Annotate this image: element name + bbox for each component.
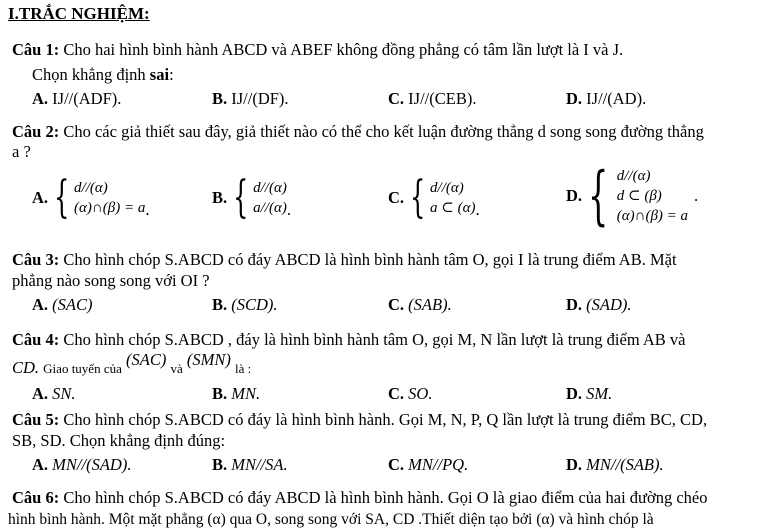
option-d[interactable]: D. SM. xyxy=(566,384,613,403)
question-2 xyxy=(12,122,755,142)
question-2-cont: a ? xyxy=(12,142,31,161)
question-label: Câu 4: xyxy=(12,330,60,349)
option-c[interactable]: C. IJ//(CEB). xyxy=(388,89,477,108)
question-5-cont: SB, SD. Chọn khẳng định đúng: xyxy=(12,431,226,450)
question-label: Câu 6: xyxy=(12,488,60,507)
question-6 xyxy=(12,488,755,508)
option-c[interactable]: C. { d//(α) a ⊂ (α) . xyxy=(388,172,480,223)
option-c[interactable]: C. (SAB). xyxy=(388,295,452,314)
question-3 xyxy=(12,250,755,270)
section-title: I.TRẮC NGHIỆM: xyxy=(8,4,150,23)
option-a[interactable]: A. SN. xyxy=(32,384,76,403)
option-d[interactable]: D. (SAD). xyxy=(566,295,632,314)
option-c[interactable]: C. MN//PQ. xyxy=(388,455,469,474)
question-4 xyxy=(12,330,755,350)
option-d[interactable]: D. IJ//(AD). xyxy=(566,89,647,108)
question-6-cont: hình bình hành. Một mặt phẳng (α) qua O, song song với SA, CD .Thiết diện tạo bởi (α) và hình chóp là xyxy=(8,511,654,528)
question-label: Câu 5: xyxy=(12,410,60,429)
option-d[interactable]: D. { d//(α) d ⊂ (β) (α)∩(β) = a . xyxy=(566,159,699,233)
option-b[interactable]: B. MN//SA. xyxy=(212,455,288,474)
question-5 xyxy=(12,410,755,430)
question-text: Cho hình chóp S.ABCD có đáy ABCD là hình bình hành. Gọi O là giao điểm của hai đường chéo xyxy=(63,488,708,507)
question-1 xyxy=(12,40,755,60)
question-text: Cho hình chóp S.ABCD có đáy là hình bình hành. Gọi M, N, P, Q lần lượt là trung điểm BC, CD, xyxy=(63,410,708,429)
option-c[interactable]: C. SO. xyxy=(388,384,433,403)
question-text: Cho hai hình bình hành ABCD và ABEF không đồng phẳng có tâm lần lượt là I và J. xyxy=(63,40,624,59)
option-a[interactable]: A. { d//(α) (α)∩(β) = a . xyxy=(32,172,150,223)
option-a[interactable]: A. MN//(SAD). xyxy=(32,455,132,474)
option-a[interactable]: A. IJ//(ADF). xyxy=(32,89,122,108)
option-b[interactable]: B. IJ//(DF). xyxy=(212,89,289,108)
option-d[interactable]: D. MN//(SAB). xyxy=(566,455,664,474)
question-text: Cho hình chóp S.ABCD có đáy ABCD là hình bình hành tâm O, gọi I là trung điểm AB. Mặt xyxy=(63,250,677,269)
question-label: Câu 1: xyxy=(12,40,60,59)
option-b[interactable]: B. MN. xyxy=(212,384,261,403)
question-label: Câu 2: xyxy=(12,122,60,141)
question-text: Cho các giả thiết sau đây, giả thiết nào có thể cho kết luận đường thẳng d song song đường thẳng xyxy=(63,122,704,141)
question-4-cont: CD. Giao tuyến của (SAC) và (SMN) là : xyxy=(12,350,252,377)
question-text: Cho hình chóp S.ABCD , đáy là hình bình hành tâm O, gọi M, N lần lượt là trung điểm AB và xyxy=(63,330,686,349)
option-b[interactable]: B. (SCD). xyxy=(212,295,278,314)
question-label: Câu 3: xyxy=(12,250,60,269)
option-a[interactable]: A. (SAC) xyxy=(32,295,93,314)
question-3-cont: phẳng nào song song với OI ? xyxy=(12,271,210,290)
question-1-prompt: Chọn khẳng định sai: xyxy=(32,65,174,84)
option-b[interactable]: B. { d//(α) a//(α) . xyxy=(212,172,291,223)
